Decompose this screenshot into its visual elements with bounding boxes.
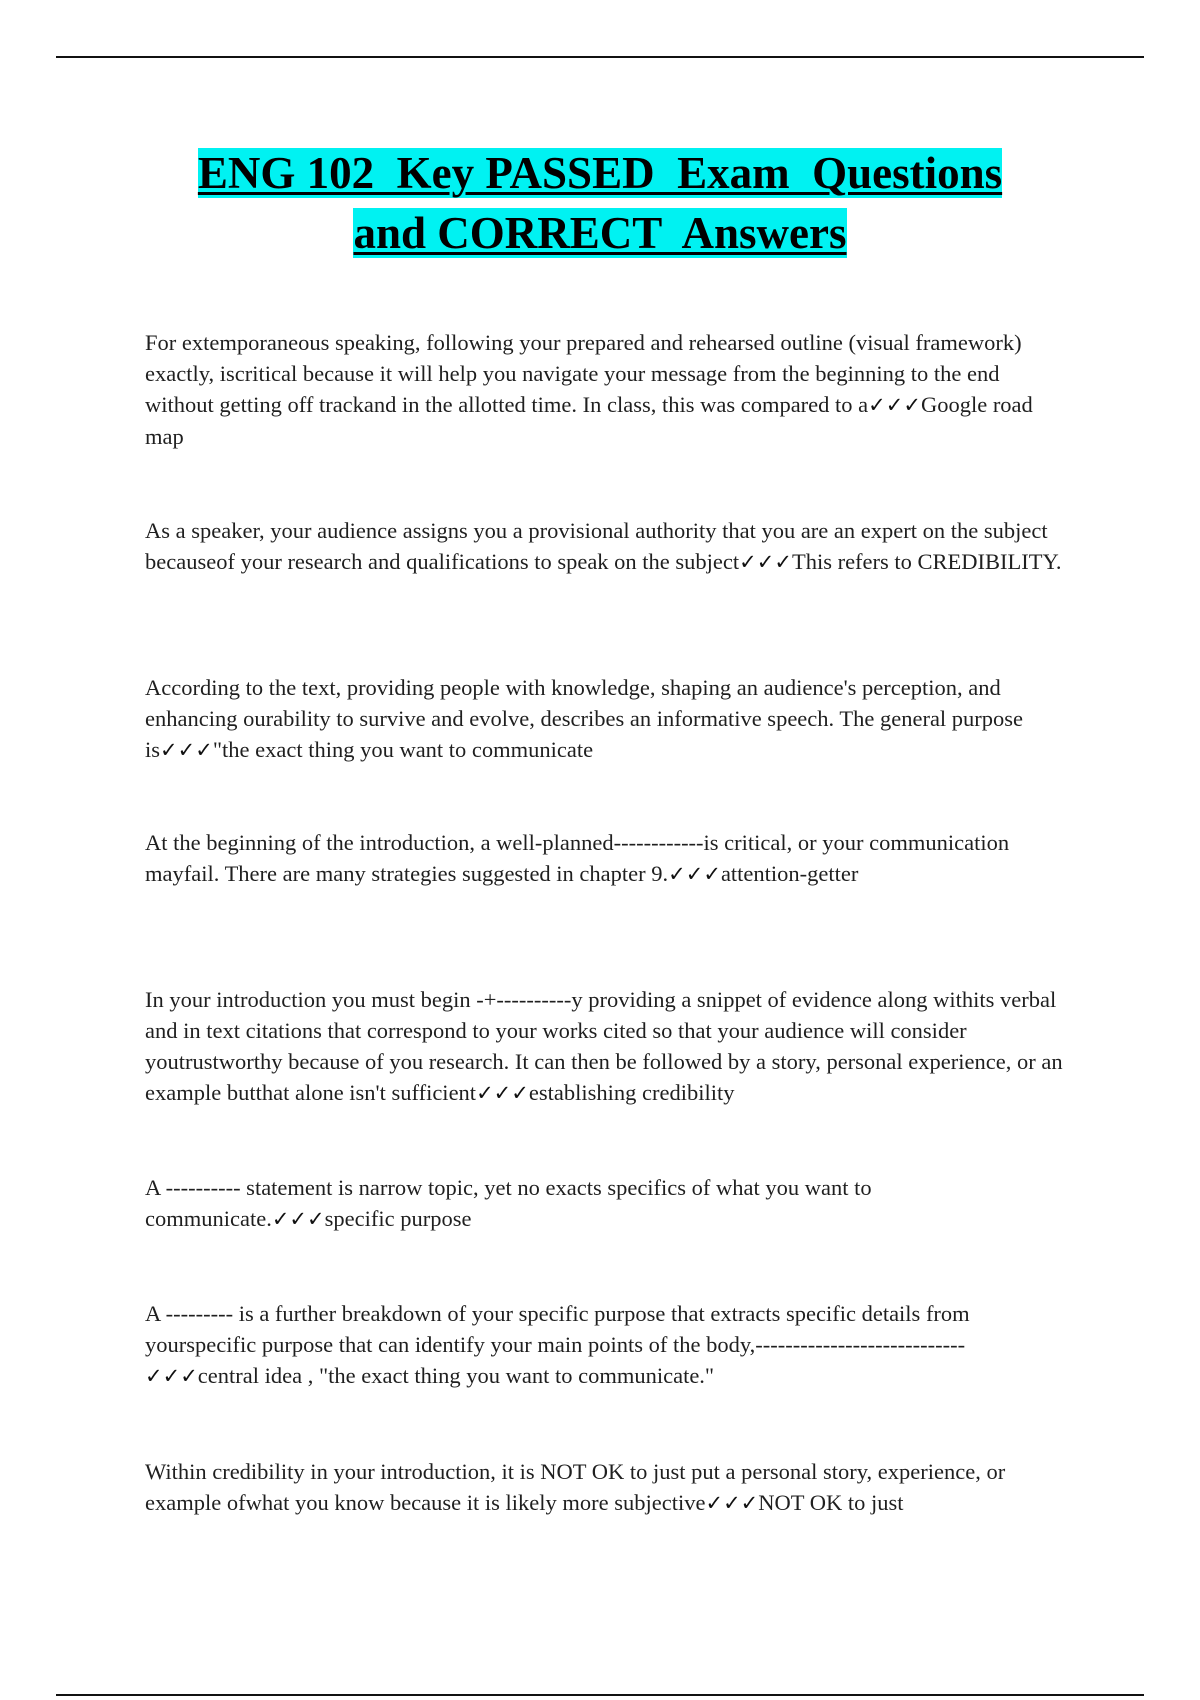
question-text: For extemporaneous speaking, following your prepared and rehearsed outline (visual framework) exactly, iscritical because it will help you navigate your message from the beginning to the end without getting off trackand in the allotted time. In class, this was compared to a [145, 330, 1022, 417]
header-rule [56, 56, 1144, 58]
check-marks: ✓✓✓ [668, 862, 721, 886]
footer-rule [56, 1694, 1144, 1696]
qa-item-3 [145, 672, 1065, 766]
question-text: In your introduction you must begin -+----------y providing a snippet of evidence along withits verbal and in text citations that correspond to your works cited so that your audience will consider youtrustworthy because of you research. It can then be followed by a story, personal experience, or an example butthat alone isn't sufficient [145, 987, 1063, 1105]
qa-item-8 [145, 1456, 1065, 1519]
answer-text: central idea , "the exact thing you want to communicate." [197, 1363, 715, 1388]
answer-text: NOT OK to just [758, 1490, 904, 1515]
check-marks: ✓✓✓ [476, 1081, 529, 1105]
qa-item-1 [145, 327, 1065, 452]
check-marks: ✓✓✓ [271, 1207, 325, 1231]
question-text: According to the text, providing people with knowledge, shaping an audience's perception, and enhancing ourability to survive and evolve, describes an informative speech. The general purpose is [145, 675, 1024, 762]
check-marks: ✓✓✓ [160, 738, 213, 762]
document-title [0, 143, 1200, 263]
check-marks: ✓✓✓ [868, 393, 921, 417]
title-line-1: ENG 102 Key PASSED Exam Questions [197, 148, 1003, 198]
qa-item-2 [145, 515, 1065, 578]
answer-text: specific purpose [324, 1206, 472, 1231]
question-text: As a speaker, your audience assigns you a provisional authority that you are an expert on the subject becauseof your research and qualifications to speak on the subject [145, 518, 1048, 574]
check-marks: ✓✓✓ [739, 550, 792, 574]
check-marks: ✓✓✓ [145, 1364, 198, 1388]
qa-item-7 [145, 1298, 1065, 1392]
answer-text: This refers to CREDIBILITY. [791, 549, 1062, 574]
question-text: A --------- is a further breakdown of your specific purpose that extracts specific details from yourspecific purpose that can identify your main points of the body,---------------------------- [145, 1301, 970, 1357]
qa-item-4 [145, 827, 1065, 890]
answer-text: establishing credibility [528, 1080, 735, 1105]
qa-item-6 [145, 1172, 1065, 1235]
question-text: A ---------- statement is narrow topic, yet no exacts specifics of what you want to communicate. [145, 1175, 872, 1231]
answer-text: "the exact thing you want to communicate [212, 737, 594, 762]
answer-text: Google road map [145, 392, 1033, 449]
question-text: Within credibility in your introduction, it is NOT OK to just put a personal story, experience, or example ofwhat you know because it is likely more subjective [145, 1459, 1006, 1515]
title-line-2: and CORRECT Answers [353, 208, 847, 258]
qa-item-5 [145, 984, 1065, 1109]
check-marks: ✓✓✓ [705, 1491, 759, 1515]
question-text: At the beginning of the introduction, a well-planned------------is critical, or your communication mayfail. There are many strategies suggested in chapter 9. [145, 830, 1010, 886]
answer-text: attention-getter [720, 861, 859, 886]
